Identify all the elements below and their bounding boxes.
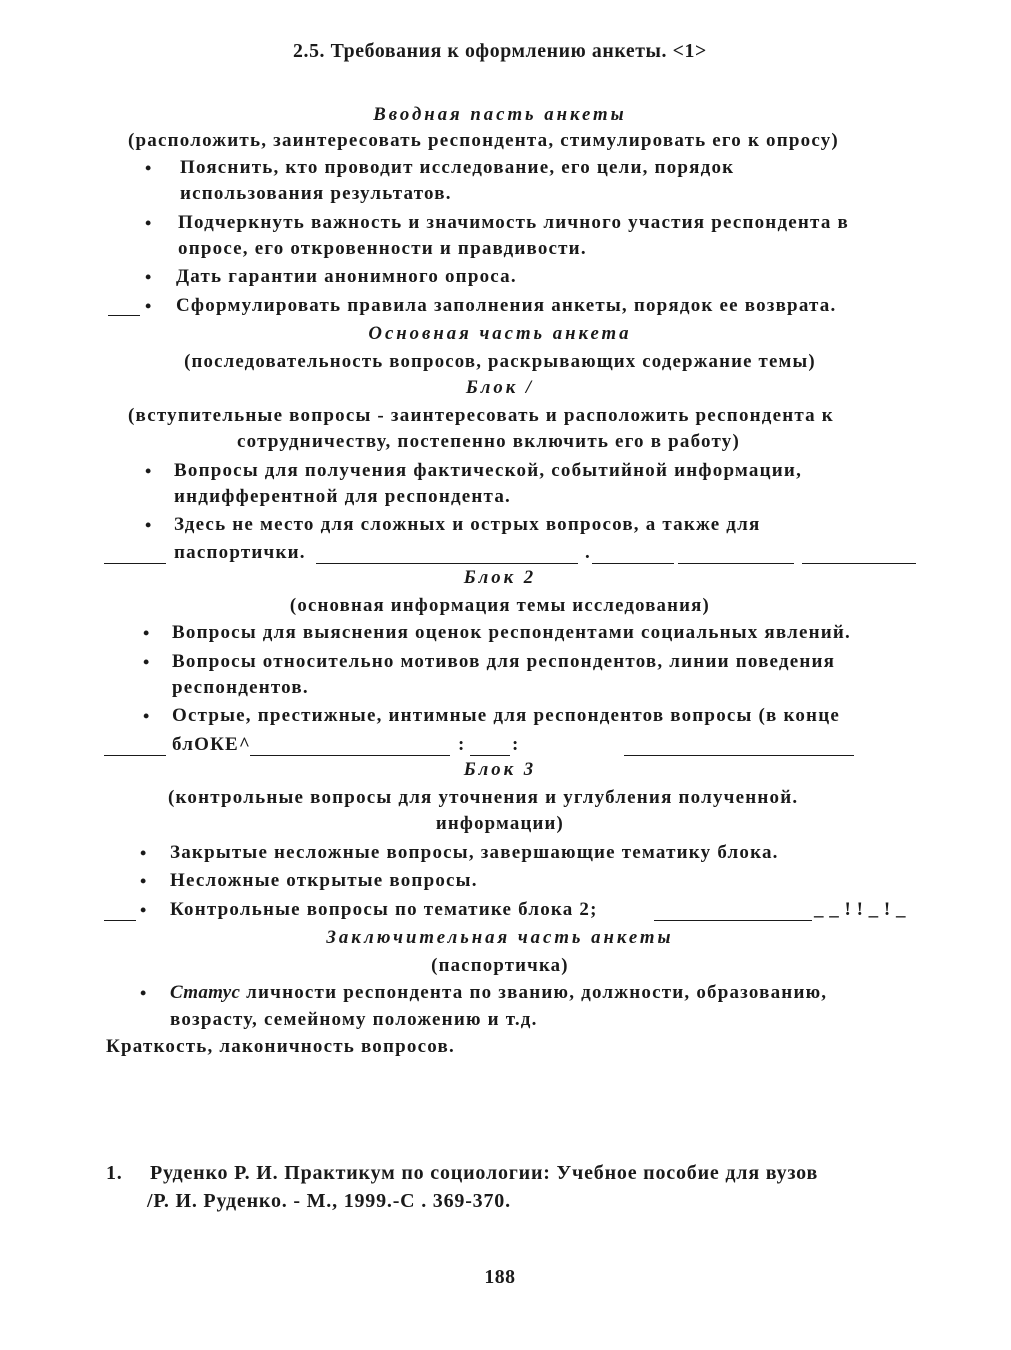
bullet-marker: • <box>140 983 147 1003</box>
bullet-marker: • <box>145 461 152 481</box>
bullet-marker: • <box>143 706 150 726</box>
block-2-bullet-2-line-1: Вопросы относительно мотивов для респондентов, линии поведения <box>172 651 836 672</box>
bullet-marker: • <box>140 871 147 891</box>
intro-bullet-2-line-2: опросе, его откровенности и правдивости. <box>178 238 587 259</box>
intro-bullet-3: Дать гарантии анонимного опроса. <box>176 266 517 287</box>
bullet-marker: • <box>143 652 150 672</box>
final-bullet-line-2: возрасту, семейному положению и т.д. <box>170 1009 538 1030</box>
block-2-bullet-3-line-2: блОКЕ^ <box>172 734 252 755</box>
block-3-subheading-line-1: (контрольные вопросы для уточнения и углубления полученной. <box>168 787 799 808</box>
bullet-marker: • <box>145 296 152 316</box>
intro-subheading: (расположить, заинтересовать респондента, стимулировать его к опросу) <box>128 130 839 151</box>
block-2-bullet-1: Вопросы для выяснения оценок респондентами социальных явлений. <box>172 622 852 643</box>
bullet-marker: • <box>145 267 152 287</box>
blank-line <box>316 563 578 564</box>
block-3-subheading-line-2: информации) <box>435 813 564 834</box>
block-3-bullet-2: Несложные открытые вопросы. <box>170 870 478 891</box>
bullet-marker: • <box>145 158 152 178</box>
blank-line <box>104 920 136 921</box>
block-2-bullet-3-line-1: Острые, престижные, интимные для респондентов вопросы (в конце <box>172 705 840 726</box>
bullet-marker: • <box>140 900 147 920</box>
final-heading: Заключительная часть анкеты <box>326 927 674 948</box>
final-subheading: (паспортичка) <box>431 955 569 976</box>
bullet-marker: • <box>140 843 147 863</box>
intro-bullet-2-line-1: Подчеркнуть важность и значимость личного участия респондента в <box>178 212 849 233</box>
bullet-marker: • <box>143 623 150 643</box>
block-2-bullet-2-line-2: респондентов. <box>172 677 309 698</box>
block-2-mark-2: : <box>512 734 520 755</box>
block-1-heading: Блок / <box>465 377 535 398</box>
main-subheading: (последовательность вопросов, раскрывающих содержание темы) <box>184 351 816 372</box>
bullet-marker: • <box>145 213 152 233</box>
status-word: Статус <box>170 982 241 1003</box>
block-3-tail-marks: _ _ ! ! _ ! _ <box>814 899 906 920</box>
final-bullet-line-1 <box>170 982 827 1004</box>
block-2-subheading: (основная информация темы исследования) <box>289 595 710 616</box>
blank-line <box>470 755 510 756</box>
block-1-bullet-1-line-2: индифферентной для респондента. <box>174 486 511 507</box>
block-3-bullet-1: Закрытые несложные вопросы, завершающие тематику блока. <box>170 842 779 863</box>
blank-line <box>108 315 140 316</box>
footnote-number: 1. <box>106 1162 123 1184</box>
footnote-line-2: /Р. И. Руденко. - М., 1999.-С . 369-370. <box>147 1190 511 1212</box>
intro-heading: Вводная пасть анкеты <box>373 104 627 125</box>
blank-line <box>624 755 854 756</box>
block-3-heading: Блок 3 <box>463 759 537 780</box>
blank-line <box>802 563 916 564</box>
block-1-subheading-line-1: (вступительные вопросы - заинтересовать и расположить респондента к <box>128 405 834 426</box>
blank-line <box>678 563 794 564</box>
footnote-line-1: Руденко Р. И. Практикум по социологии: Учебное пособие для вузов <box>150 1162 819 1184</box>
block-1-subheading-line-2: сотрудничеству, постепенно включить его в работу) <box>237 431 740 452</box>
block-1-tail-mark: . <box>585 542 591 563</box>
block-1-bullet-1-line-1: Вопросы для получения фактической, событийной информации, <box>174 460 803 481</box>
block-1-bullet-2-line-2: паспортички. <box>174 542 306 563</box>
final-bullet-text: личности респондента по званию, должности, образованию, <box>246 982 828 1003</box>
main-heading: Основная часть анкета <box>368 323 632 344</box>
blank-line <box>104 755 166 756</box>
intro-bullet-1-line-2: использования результатов. <box>180 183 452 204</box>
closing-note: Краткость, лаконичность вопросов. <box>106 1036 455 1057</box>
blank-line <box>654 920 812 921</box>
block-1-bullet-2-line-1: Здесь не место для сложных и острых вопросов, а также для <box>174 514 761 535</box>
blank-line <box>104 563 166 564</box>
intro-bullet-4: Сформулировать правила заполнения анкеты, порядок ее возврата. <box>176 295 837 316</box>
intro-bullet-1-line-1: Пояснить, кто проводит исследование, его цели, порядок <box>180 157 735 178</box>
block-3-bullet-3: Контрольные вопросы по тематике блока 2; <box>170 899 598 920</box>
section-title: 2.5. Требования к оформлению анкеты. <1> <box>293 40 707 62</box>
blank-line <box>250 755 450 756</box>
blank-line <box>592 563 674 564</box>
page-number: 188 <box>484 1266 516 1288</box>
block-2-heading: Блок 2 <box>463 567 537 588</box>
bullet-marker: • <box>145 515 152 535</box>
block-2-mark-1: : <box>458 734 466 755</box>
